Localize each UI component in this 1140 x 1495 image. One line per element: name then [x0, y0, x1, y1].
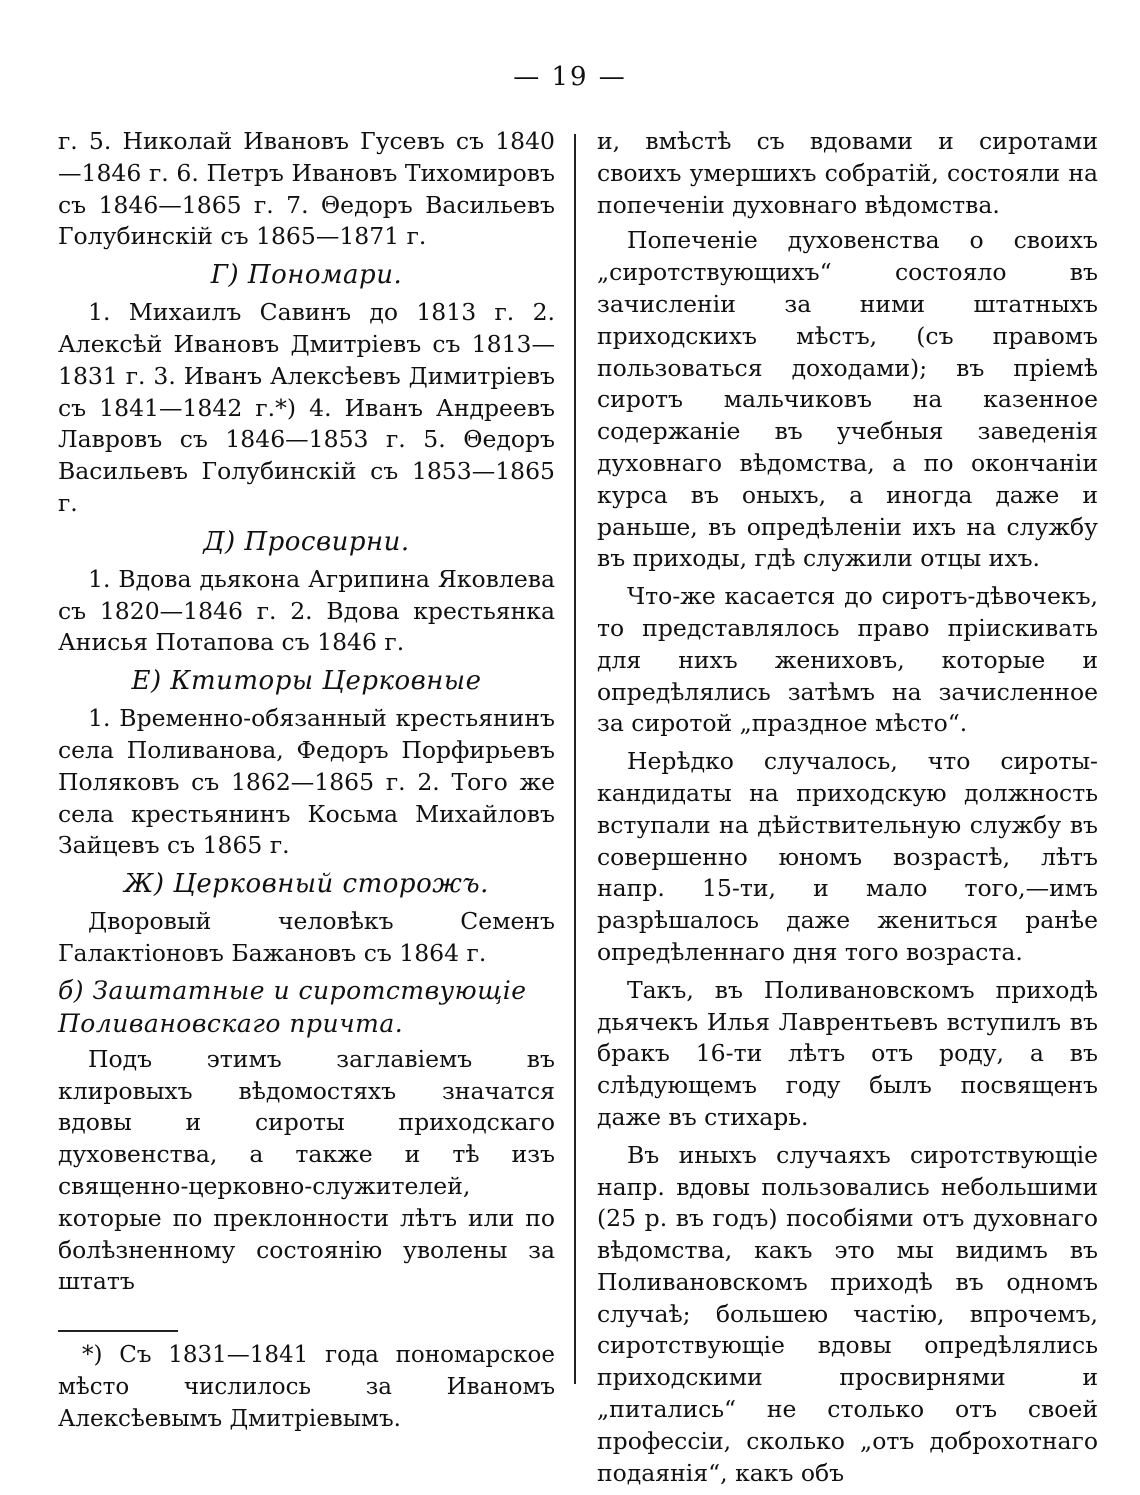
right-paragraph: Нерѣдко случалось, что сироты-кандидаты на приходскую должность вступали на дѣйствительную службу въ совершенно юномъ возрастѣ, лѣтъ напр. 15-ти, и мало того,—имъ разрѣшалось даже жениться ранѣе опредѣленнаго дня того возраста. [597, 747, 1098, 966]
left-column [58, 126, 555, 1436]
section-heading-ktitory: Е) Ктиторы Церковные [131, 666, 482, 697]
footnote-rule [58, 1330, 178, 1332]
right-paragraph: Въ иныхъ случаяхъ сиротствующіе напр. вдовы пользовались небольшими (25 р. въ годъ) пособіями отъ духовнаго вѣдомства, какъ это мы видимъ въ Поливановскомъ приходѣ въ одномъ случаѣ; большею частію, впрочемъ, сиротствующіе вдовы опредѣлялись приходскими просвирнями и „питались“ не столько отъ своей профессіи, сколько „отъ доброхотнаго подаянія“, какъ объ [597, 1140, 1098, 1487]
section-text-ktitory: 1. Временно-обязанный крестьянинъ села Поливанова, Федоръ Порфирьевъ Поляковъ съ 1862—1865 г. 2. Того же села крестьянинъ Косьма Михайловъ Зайцевъ съ 1865 г. [58, 704, 555, 860]
column-divider [574, 134, 576, 1384]
section-text-ponomari: 1. Михаилъ Савинъ до 1813 г. 2. Алексѣй Ивановъ Дмитріевъ съ 1813—1831 г. 3. Иванъ Алексѣевъ Димитріевъ съ 1841—1842 г.*) 4. Иванъ Андреевъ Лавровъ съ 1846—1853 г. 5. Θедоръ Васильевъ Голубинскій съ 1853—1865 г. [58, 298, 555, 517]
left-intro-paragraph: г. 5. Николай Ивановъ Гусевъ съ 1840 —1846 г. 6. Петръ Ивановъ Тихомировъ съ 1846—1865 г. 7. Θедоръ Васильевъ Голубинскій съ 1865—1871 г. [58, 127, 555, 251]
footnote [58, 1340, 555, 1435]
section-text-prosvirni: 1. Вдова дьякона Агрипина Яковлева съ 1820—1846 г. 2. Вдова крестьянка Анисья Потапова съ 1846 г. [58, 564, 555, 657]
section-heading-storozh: Ж) Церковный сторожъ. [124, 869, 489, 900]
right-paragraph: Попеченіе духовенства о своихъ „сиротствующихъ“ состояло въ зачисленіи за ними штатныхъ приходскихъ мѣстъ, (съ правомъ пользоваться доходами); въ пріемѣ сиротъ мальчиковъ на казенное содержаніе въ учебныя заведенія духовнаго вѣдомства, а по окончаніи курса въ оныхъ, а иногда даже и раньше, въ опредѣленіи ихъ на службу въ приходы, гдѣ служили отцы ихъ. [597, 226, 1098, 573]
section-text-zashtatnye: Подъ этимъ заглавіемъ въ клировыхъ вѣдомостяхъ значатся вдовы и сироты приходскаго духовенства, а также и тѣ изъ священно-церковно-служителей, которые по преклонности лѣтъ или по болѣзненному состоянію уволены за штатъ [58, 1044, 555, 1296]
right-column [597, 126, 1098, 1495]
footnote-text: *) Съ 1831—1841 года пономарское мѣсто числилось за Иваномъ Алексѣевымъ Дмитріевымъ. [58, 1342, 555, 1432]
right-paragraph: Что-же касается до сиротъ-дѣвочекъ, то представлялось право пріискивать для нихъ жениховъ, которые и опредѣлялись затѣмъ на зачисленное за сиротой „праздное мѣсто“. [597, 582, 1098, 738]
section-heading-zashtatnye: б) Заштатные и сиротствующіе Поливановскаго причта. [58, 975, 527, 1038]
section-text-storozh: Дворовый человѣкъ Семенъ Галактіоновъ Бажановъ съ 1864 г. [58, 907, 555, 967]
section-heading-prosvirni: Д) Просвирни. [203, 526, 410, 557]
right-paragraph-continuation: и, вмѣстѣ съ вдовами и сиротами своихъ умершихъ собратій, состояли на попеченіи духовнаго вѣдомства. [597, 127, 1098, 219]
page-number: — 19 — [513, 62, 627, 92]
right-paragraph: Такъ, въ Поливановскомъ приходѣ дьячекъ Илья Лаврентьевъ вступилъ въ бракъ 16-ти лѣтъ отъ роду, а въ слѣдующемъ году былъ посвященъ даже въ стихарь. [597, 975, 1098, 1131]
section-heading-ponomari: Г) Пономари. [210, 260, 403, 291]
